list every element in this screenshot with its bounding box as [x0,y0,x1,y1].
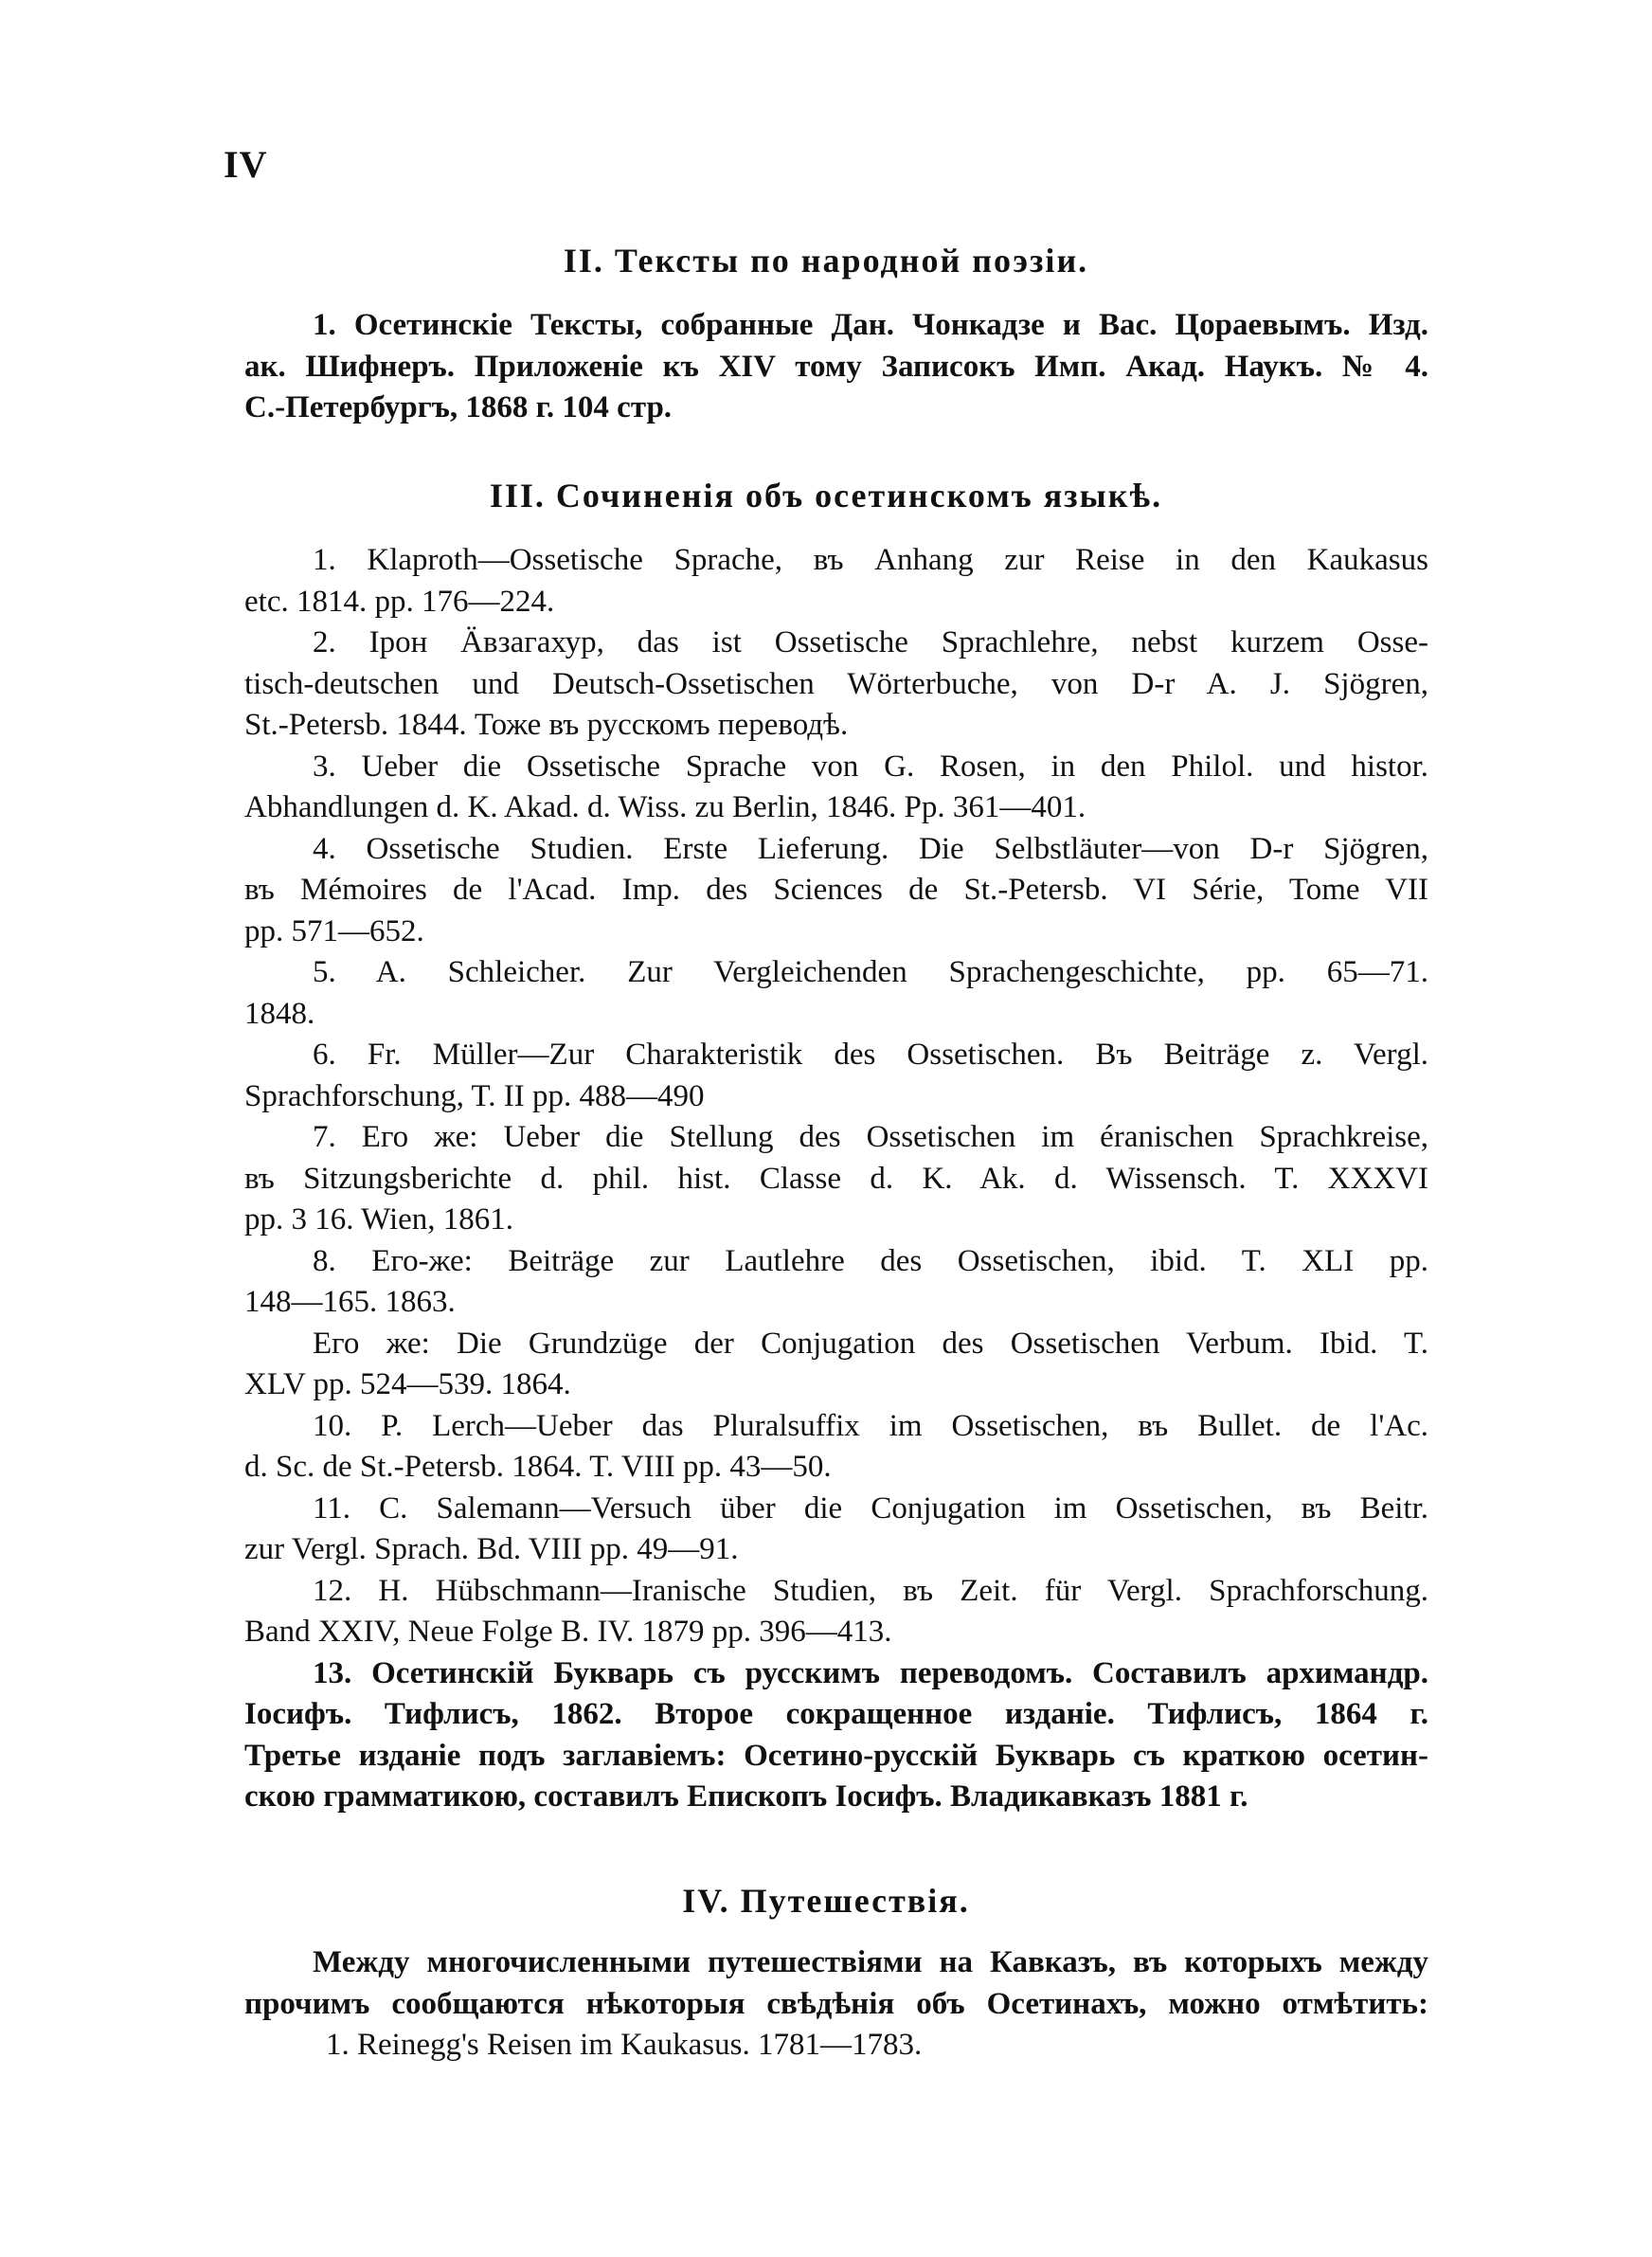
text-line: 11. C. Salemann—Versuch über die Conjugation im Ossetischen, въ Beitr. [313,1490,1428,1526]
text-line: 2. Ірон Äвзагахур, das ist Ossetische Sprachlehre, nebst kurzem Osse- [313,625,1428,659]
text-line: pp. 3 16. Wien, 1861. [244,1202,514,1237]
text-line: tisch-deutschen und Deutsch-Ossetischen Wörterbuche, von D-r A. J. Sjögren, [244,666,1428,701]
text-line: въ Mémoires de l'Acad. Imp. des Sciences de St.-Petersb. VI Série, Tome VII [244,873,1428,907]
text-line: прочимъ сообщаются нѣкоторыя свѣдѣнія объ Осетинахъ, можно отмѣтить: [244,1986,1428,2021]
section-heading-works: III. Сочиненія объ осетинскомъ языкѣ. [489,477,1163,515]
text-line: 7. Его же: Ueber die Stellung des Ossetischen im éranischen Sprachkreise, [313,1120,1428,1154]
text-line: zur Vergl. Sprach. Bd. VIII pp. 49—91. [244,1532,739,1566]
text-line: Abhandlungen d. K. Akad. d. Wiss. zu Berlin, 1846. Pp. 361—401. [244,790,1086,824]
section-body-works [244,540,1428,1818]
text-line: Band XXIV, Neue Folge B. IV. 1879 pp. 396—413. [244,1615,892,1649]
text-line: d. Sc. de St.-Petersb. 1864. T. VIII pp. 43—50. [244,1450,832,1484]
section-body-travels [244,1942,1428,2067]
text-line: XLV pp. 524—539. 1864. [244,1367,571,1401]
text-line: 12. H. Hübschmann—Iranische Studien, въ Zeit. für Vergl. Sprachforschung. [313,1573,1428,1608]
text-line: скою грамматикою, составилъ Епископъ Іосифъ. Владикавказъ 1881 г. [244,1779,1248,1814]
text-line: 5. A. Schleicher. Zur Vergleichenden Sprachengeschichte, pp. 65—71. [313,955,1428,989]
text-line: 3. Ueber die Ossetische Sprache von G. Rosen, in den Philol. und histor. [313,749,1428,784]
text-line: Іосифъ. Тифлисъ, 1862. Второе сокращенное изданіе. Тифлисъ, 1864 г. [244,1697,1428,1731]
text-line: St.-Petersb. 1844. Тоже въ русскомъ переводѣ. [244,708,849,742]
text-line: С.-Петербургъ, 1868 г. 104 стр. [244,390,673,424]
text-line: Его же: Die Grundzüge der Conjugation des Ossetischen Verbum. Ibid. T. [313,1326,1428,1361]
text-line: Sprachforschung, T. II pp. 488—490 [244,1078,705,1113]
text-line: въ Sitzungsberichte d. phil. hist. Classe d. K. Ak. d. Wissensch. T. XXXVI [244,1161,1428,1196]
text-line: 4. Ossetische Studien. Erste Lieferung. Die Selbstläuter—von D-r Sjögren, [313,831,1428,866]
text-line: 10. P. Lerch—Ueber das Pluralsuffix im Ossetischen, въ Bullet. de l'Ac. [313,1408,1428,1443]
text-line: 1. Reinegg's Reisen im Kaukasus. 1781—1783. [326,2028,923,2062]
text-line: 1. Klaproth—Ossetische Sprache, въ Anhang zur Reise in den Kaukasus [313,543,1428,577]
text-line: 8. Его-же: Beiträge zur Lautlehre des Ossetischen, ibid. T. XLI pp. [313,1243,1428,1278]
page-number: IV [224,143,268,186]
text-line: ак. Шифнеръ. Приложеніе къ XIV тому Записокъ Имп. Акад. Наукъ. № 4. [244,349,1428,384]
text-line: 13. Осетинскій Букварь съ русскимъ переводомъ. Составилъ архимандр. [313,1655,1428,1690]
text-line: pp. 571—652. [244,913,424,948]
text-line: 6. Fr. Müller—Zur Charakteristik des Ossetischen. Въ Beiträge z. Vergl. [313,1038,1428,1072]
text-line: 148—165. 1863. [244,1285,456,1319]
text-line: etc. 1814. pp. 176—224. [244,584,555,619]
section-heading-texts: II. Тексты по народной поэзіи. [563,242,1089,280]
section-heading-travels: IV. Путешествія. [682,1882,970,1920]
text-line: Третье изданіе подъ заглавіемъ: Осетино-русскій Букварь съ краткою осетин- [244,1738,1428,1773]
text-line: 1848. [244,996,315,1031]
section-body-texts [244,305,1428,429]
text-line: Между многочисленными путешествіями на Кавказъ, въ которыхъ между [313,1945,1428,1979]
text-line: 1. Осетинскіе Тексты, собранные Дан. Чонкадзе и Вас. Цораевымъ. Изд. [313,308,1428,342]
